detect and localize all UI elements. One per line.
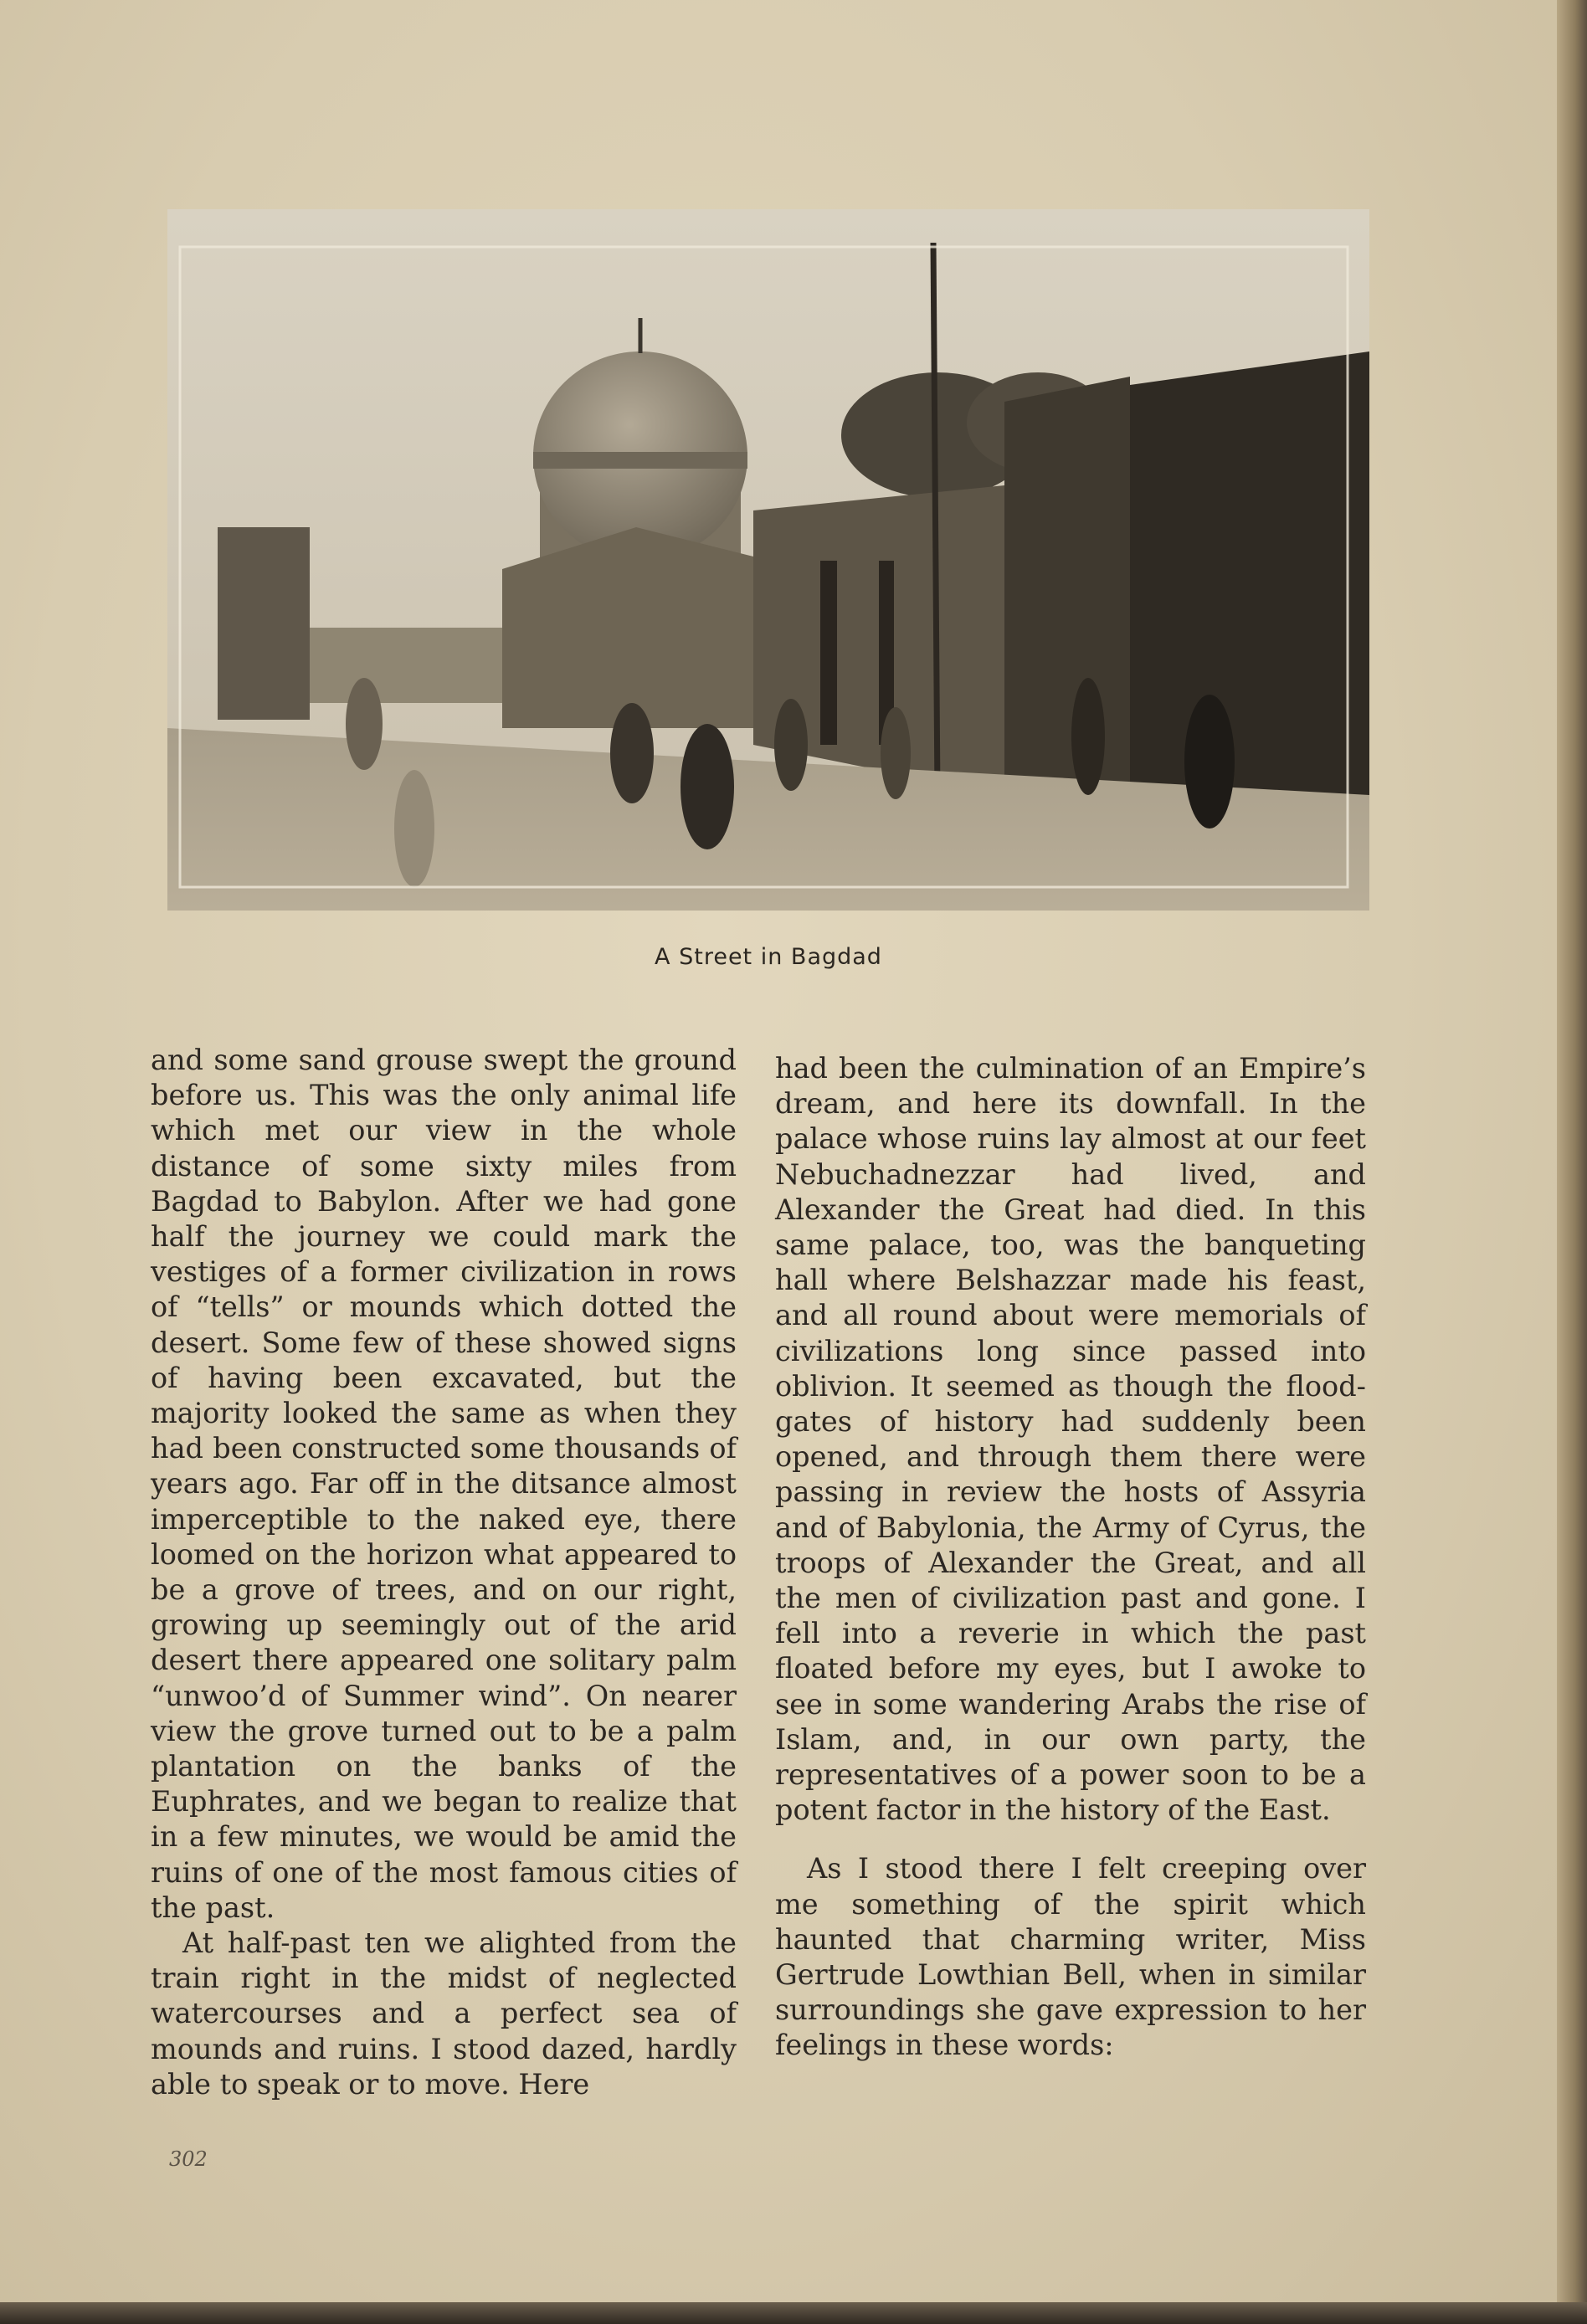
paragraph: had been the culmination of an Empire’s dream, and here its downfall. In the palace whose ruins lay almost at our feet Nebuchadnezzar had lived, and Alexander the Great had died. In this same palace, too, was the banqueting hall where Belshazzar made his feast, and all round about were memorials of civilizations long since passed into oblivion. It seemed as though the flood-gates of history had suddenly been opened, and through them there were passing in review the hosts of Assyria and of Babylonia, the Army of Cyrus, the troops of Alexander the Great, and all the men of civilization past and gone. I fell into a reverie in which the past floated before my eyes, but I awoke to see in some wandering Arabs the rise of Islam, and, in our own party, the representatives of a power soon to be a potent factor in the history of the East. bbox=[775, 1052, 1366, 1827]
paragraph: As I stood there I felt creeping over me something of the spirit which haunted that charming writer, Miss Gertrude Lowthian Bell, when in similar surroundings she gave expression to her feelings in these words: bbox=[775, 1852, 1366, 2062]
page-bottom-edge bbox=[0, 2302, 1587, 2324]
text-column-left bbox=[151, 1043, 737, 2102]
street-photograph bbox=[167, 209, 1369, 911]
paragraph: At half-past ten we alighted from the train right in the midst of neglected watercourses and a perfect sea of mounds and ruins. I stood dazed, hardly able to speak or to move. Here bbox=[151, 1926, 737, 2101]
text-column-right bbox=[775, 1051, 1366, 2064]
paragraph: and some sand grouse swept the ground before us. This was the only animal life which met our view in the whole distance of some sixty miles from Bagdad to Babylon. After we had gone half the journey we could mark the vestiges of a former civilization in rows of “tells” or mounds which dotted the desert. Some few of these showed signs of having been excavated, but the majority looked the same as when they had been constructed some thousands of years ago. Far off in the ditsance almost imperceptible to the naked eye, there loomed on the horizon what appeared to be a grove of trees, and on our right, growing up seemingly out of the arid desert there appeared one solitary palm “unwoo’d of Summer wind”. On nearer view the grove turned out to be a palm plantation on the banks of the Euphrates, and we began to realize that in a few minutes, we would be amid the ruins of one of the most famous cities of the past. bbox=[151, 1044, 737, 1924]
street-photograph-drawing bbox=[167, 209, 1369, 911]
book-spine-shadow bbox=[1557, 0, 1587, 2324]
figure-caption: A Street in Bagdad bbox=[655, 944, 882, 970]
page-number: 302 bbox=[169, 2147, 208, 2171]
